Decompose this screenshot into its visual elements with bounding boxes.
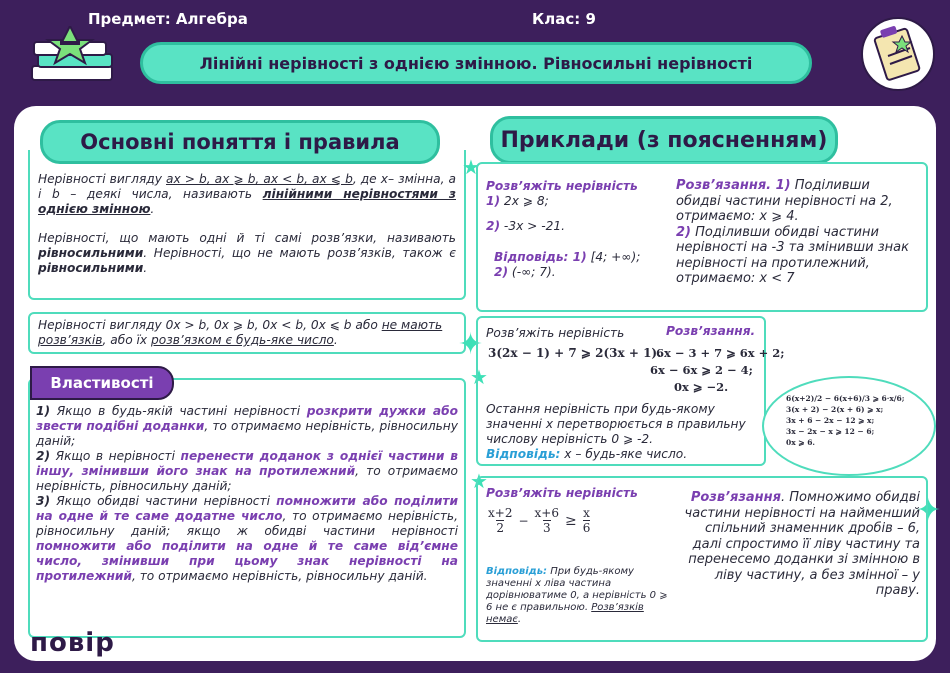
subject-label: Предмет: Алгебра: [88, 10, 248, 28]
star-icon: ★: [462, 155, 480, 179]
example-2-solution-label: Розв’язання.: [666, 324, 756, 338]
section-heading-examples: Приклади (з поясненням): [490, 116, 838, 164]
example-3-inequality: x+2 2 − $\frac{x+6}{3}$ ≥ $\frac{x}{6}$: [488, 506, 591, 535]
example-1-solution: Розв’язання. 1) Поділивши обидві частини нерівності на 2, отримаємо: x ⩾ 4. 2) Поділивши обидві частини нерівності на -3 та змінивши знак нерівності на протилежний, отримаємо: x < 7: [676, 178, 909, 286]
example-3-answer: Відповідь: При будь-якому значенні x ліва частина дорівнюватиме 0, а нерівність 0 ⩾ 6 не є правильною. Розв’язків немає.: [486, 566, 668, 625]
example-1-task: Розв’яжіть нерівність 1) 2x ⩾ 8; 2) -3x > -21. Відповідь: 1) [4; +∞); 2) (-∞; 7).: [486, 179, 641, 279]
example-2-steps: 6x − 3 + 7 ⩾ 6x + 2; 6x − 6x ⩾ 2 − 4; 0x ⩾ −2.: [650, 346, 785, 394]
properties-heading: Властивості: [30, 366, 174, 400]
star-icon: ★: [470, 365, 488, 389]
section-heading-basics: Основні поняття і правила: [40, 120, 440, 164]
example-2-explanation: Остання нерівність при будь-якому значенні x перетворюється в правильну числову нерівність 0 ⩾ -2. Відповідь: x – будь-яке число.: [486, 402, 746, 461]
example-3-solution: Розв’язання. Помножимо обидві частини нерівності на найменший спільний знаменник дробів – 6, далі спростимо її ліву частину та перенесемо доданки зі змінною в ліву частину, а без змінної – у праву.: [684, 490, 920, 598]
properties-list: [36, 404, 458, 584]
property-1: 1) Якщо в будь-якій частині нерівності розкрити дужки або звести подібні доданки, то отримаємо нерівність, рівносильну даній;: [36, 404, 458, 448]
star-icon: ✦: [458, 327, 484, 362]
property-3: 3) Якщо обидві частини нерівності помножити або поділити на одне й те саме додатне число, то отримаємо нерівність, рівносильну даній; якщо ж обидві частини нерівності помножити або поділити на одне й те саме від’ємне число, змінивши при цьому знак нерівності на протилежний, то отримаємо нерівність, рівносильну даній.: [36, 494, 459, 583]
zero-coefficient-box: Нерівності вигляду 0x > b, 0x ⩾ b, 0x < b, 0x ⩽ b або не мають розв’язків, або їх розв’язком є будь-яке число.: [28, 312, 466, 354]
grade-label: Клас: 9: [532, 10, 596, 28]
property-2: 2) Якщо в нерівності перенести доданок з однієї частини в іншу, змінивши його знак на протилежний, то отримаємо нерівність, рівносильну даній;: [36, 449, 458, 493]
star-icon: ★: [470, 469, 488, 493]
page-title: Лінійні нерівності з однією змінною. Рівносильні нерівності: [140, 42, 812, 84]
clipboard-icon: [858, 12, 938, 92]
example-2-task: Розв’яжіть нерівність: [486, 326, 625, 340]
definition-equivalent: Нерівності, що мають одні й ті самі розв’язки, називають рівносильними. Нерівності, що не мають розв’язків, також є рівносильними.: [38, 231, 456, 275]
books-star-icon: [22, 26, 132, 92]
definition-linear: Нерівності вигляду ax > b, ax ⩾ b, ax < b, ax ⩽ b, де x– змінна, a і b – деякі числа, називають лінійними нерівностями з однією змінною.: [38, 172, 456, 216]
definitions-box: [28, 150, 466, 300]
cloud-steps: 6(x+2)/2 − 6(x+6)/3 ⩾ 6·x/6; 3(x + 2) − 2(x + 6) ⩾ x; 3x + 6 − 2x − 12 ⩾ x; 3x − 2x − x ⩾ 12 − 6; 0x ⩾ 6.: [786, 394, 905, 447]
example-3-task: Розв’яжіть нерівність: [486, 486, 638, 500]
star-icon: ✦: [916, 493, 942, 528]
example-2-inequality: 3(2x − 1) + 7 ⩾ 2(3x + 1).: [488, 346, 662, 360]
povir-logo: повір: [30, 628, 115, 658]
